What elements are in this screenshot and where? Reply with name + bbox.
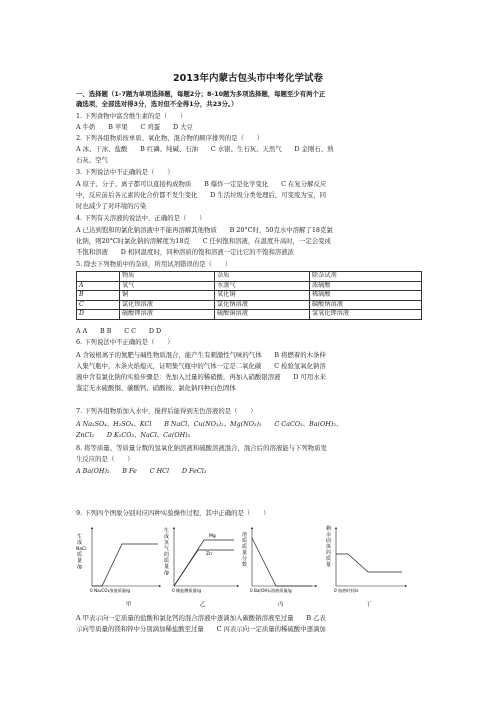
graph-yi-ylabel-3: 气	[164, 546, 170, 552]
graph-yi-caption: 乙	[200, 602, 206, 608]
graph-bing-ylabel-4: 分	[242, 556, 248, 562]
question-1-options: A 牛奶 B 苹果 C 鸡蛋 D 大豆	[76, 123, 193, 131]
question-4-options-a: A 已达到饱和的氯化钠溶液中不能再溶解其他物质 B 20°C时，50克水中溶解了18克氯	[76, 226, 333, 234]
graph-jia-curve	[92, 544, 158, 586]
table-cell: A	[77, 281, 120, 291]
table-cell: 除杂试剂	[310, 272, 422, 282]
graph-yi-xlabel: 0 稀盐酸质量/g	[172, 588, 202, 593]
question-5: 5. 除去下列物质中的杂质，所用试剂错误的是（ ）	[76, 260, 232, 268]
graph-yi-ylabel-0: 生	[164, 528, 170, 534]
table-cell: 氧化铜	[215, 291, 310, 301]
graph-bing-ylabel-3: 量	[242, 550, 248, 556]
question-7: 7. 下列各组物质加入水中，搅拌后能得到无色溶液的是（ ）	[76, 407, 257, 415]
table-cell: 氧气	[120, 281, 215, 291]
graph-jia-xlabel: 0 Na₂CO₃溶液质量/g	[90, 588, 131, 593]
graph-ding-caption: 丁	[366, 602, 372, 608]
graph-yi-mg-label: Mg	[209, 534, 216, 539]
question-6-options-a: A 含铵根离子的氮肥与碱性物质混合，能产生有刺激性气味的气体 B 将燃着的木条伸	[76, 351, 326, 359]
question-8-cont: 生反应的是（ ）	[76, 455, 134, 463]
question-6-options-b: 入集气瓶中，木条火焰熄灭，证明集气瓶中的气体一定是二氧化碳 C 检验氢氧化钠溶	[76, 362, 326, 370]
table-cell: 硫酸铜溶液	[215, 310, 310, 320]
table-cell: 浓硫酸	[310, 281, 422, 291]
graph-yi	[164, 527, 238, 608]
graph-yi-ylabel-5: 质	[164, 558, 170, 564]
question-4-options-c: 不饱和溶液 D 相同温度时，同种溶质的饱和溶液一定比它的不饱和溶液浓	[76, 248, 295, 256]
table-cell: 氯化钠溶液	[215, 300, 310, 310]
graph-ding	[326, 525, 406, 608]
graph-jia-ylabel-5: /g	[77, 564, 82, 570]
table-cell: 氢氧化钾溶液	[310, 310, 422, 320]
table-cell: D	[77, 310, 120, 320]
graph-jia-ylabel-4: 量	[77, 558, 83, 564]
graph-ding-xlabel: 0 加热时间/s	[334, 588, 359, 593]
question-4-options-b: 化钠，则20°C时氯化钠的溶解度为18克 C 任何饱和溶液，在温度升高时，一定会变成	[76, 237, 331, 245]
question-8-options: A Ba(OH)₂ B Fe C HCl D FeCl₃	[76, 467, 207, 475]
graph-yi-ylabel-2: 氢	[164, 540, 170, 546]
table-cell: 碳酸钠溶液	[310, 300, 422, 310]
page-title: 2013年内蒙古包头市中考化学试卷	[173, 73, 323, 84]
graph-bing-ylabel-5: 数	[242, 562, 248, 568]
question-1: 1. 下列食物中富含维生素的是（ ）	[76, 112, 187, 120]
table-cell: 氯化钡溶液	[120, 300, 215, 310]
graph-bing-ylabel-0: 溶	[242, 532, 248, 538]
question-2-options-a: A 冰、干冰、盐酸 B 红磷、纯碱、石油 C 水银、生石灰、天然气 D 金刚石、熟	[76, 145, 334, 153]
question-3-options-a: A 原子、分子、离子都可以直接构成物质 B 爆炸一定是化学变化 C 在复分解反应	[76, 180, 327, 188]
graph-bing-ylabel-2: 质	[242, 544, 248, 550]
question-2-options-b: 石灰、空气	[76, 156, 108, 164]
graph-yi-ylabel-6: 量	[164, 564, 170, 570]
question-3: 3. 下列说法中不正确的是（ ）	[76, 168, 174, 176]
graph-yi-ylabel-7: /g	[164, 570, 169, 576]
graph-yi-mg-curve	[174, 540, 234, 586]
graph-yi-ylabel-4: 的	[164, 552, 170, 558]
question-3-options-c: 时也减少了对环境的污染	[76, 202, 147, 210]
question-5-table	[76, 271, 422, 320]
graph-ding-ylabel-2: 固	[326, 538, 332, 544]
graph-yi-zn-curve	[174, 550, 234, 586]
graph-jia	[76, 528, 160, 608]
graph-bing-ylabel-1: 质	[242, 538, 248, 544]
table-cell: B	[77, 291, 120, 301]
graph-jia-ylabel-2: NaCl	[76, 547, 87, 552]
table-cell: 水蒸气	[215, 281, 310, 291]
question-2: 2. 下列各组物质按单质、氧化物、混合物的顺序排列的是（ ）	[76, 134, 264, 142]
graph-bing-xlabel: 0 Ba(OH)₂溶液质量/g	[250, 588, 292, 593]
table-cell: 稀硫酸	[310, 291, 422, 301]
graph-ding-curve	[336, 554, 402, 572]
question-9-options-b: 示向等质量的镁和锌中分别滴加稀盐酸至过量 C 丙表示向一定质量的稀硫酸中逐滴加	[76, 625, 326, 633]
graph-ding-ylabel-1: 余	[326, 532, 332, 538]
table-header-row	[77, 272, 422, 282]
graph-ding-ylabel-0: 剩	[326, 526, 332, 532]
section-heading-line-1: 一、选择题（1-7题为单项选择题，每题2分；8-10题为多项选择题，每题至少有两个正	[76, 90, 326, 98]
graph-yi-ylabel-1: 成	[164, 534, 170, 540]
question-6: 6. 下列说法中不正确的是（ ）	[76, 338, 174, 346]
table-row	[77, 310, 422, 320]
graph-ding-ylabel-5: 质	[326, 556, 332, 562]
table-row	[77, 300, 422, 310]
question-7-options-b: ZnCl₂ D K₂CO₃、NaCl、Ca(OH)₂	[76, 431, 191, 439]
question-9-options-a: A 甲表示向一定质量的盐酸和氯化钙的混合溶液中逐滴加入碳酸钠溶液至过量 B 乙表	[76, 614, 326, 622]
question-9: 9. 下列四个图象分别对应四种实验操作过程，其中正确的是（ ）	[76, 509, 270, 517]
question-8: 8. 将等质量、等质量分数的氢氧化钠溶液和硫酸溶液混合，混合后的溶液能与下列物质发	[76, 444, 327, 452]
table-cell: 铜	[120, 291, 215, 301]
graph-bing-curve	[252, 538, 312, 586]
question-3-options-b: 中，反应前后各元素的化合价都不发生变化 D 生活垃圾分类处理后，可变废为宝，同	[76, 191, 326, 199]
graph-ding-ylabel-3: 体	[326, 544, 332, 550]
question-6-options-d: 鉴定无水硫酸铜、碳酸钙、硝酸铵、氯化钠四种白色固体	[76, 384, 236, 392]
graph-yi-zn-label: Zn	[206, 552, 212, 557]
graph-bing	[242, 528, 316, 608]
section-heading-line-2: 确选项，全部选对得3分，选对但不全得1分，共23分。）	[76, 100, 238, 108]
table-cell: 硫酸钾溶液	[120, 310, 215, 320]
question-9-graphs	[76, 524, 422, 610]
table-cell: C	[77, 300, 120, 310]
graph-ding-ylabel-4: 的	[326, 550, 332, 556]
question-7-options-a: A Na₂SO₄、H₂SO₄、KCl B NaCl、Cu(NO₃)₂、Mg(NO₃)₂ C CaCO₃、Ba(OH)₂、	[76, 420, 343, 428]
graph-ding-ylabel-6: 量	[326, 562, 332, 568]
question-6-options-c: 液中含有氯化钠的实验步骤是：先加入过量的稀硝酸，再加入硝酸银溶液 D 可用水来	[76, 373, 326, 381]
graph-jia-caption: 甲	[126, 602, 132, 608]
table-cell: 杂质	[215, 272, 310, 282]
table-row	[77, 281, 422, 291]
table-row	[77, 291, 422, 301]
table-cell	[77, 272, 120, 282]
graphs-svg	[76, 524, 422, 610]
table-cell: 物质	[120, 272, 215, 282]
question-4: 4. 下列有关溶液的说法中，正确的是（ ）	[76, 214, 206, 222]
graph-bing-caption: 丙	[278, 602, 284, 608]
question-5-options: A A B B C C D D	[76, 327, 162, 335]
graph-jia-ylabel-3: 质	[77, 552, 83, 558]
graph-jia-ylabel-0: 生	[77, 534, 83, 540]
graph-jia-ylabel-1: 成	[77, 540, 83, 546]
